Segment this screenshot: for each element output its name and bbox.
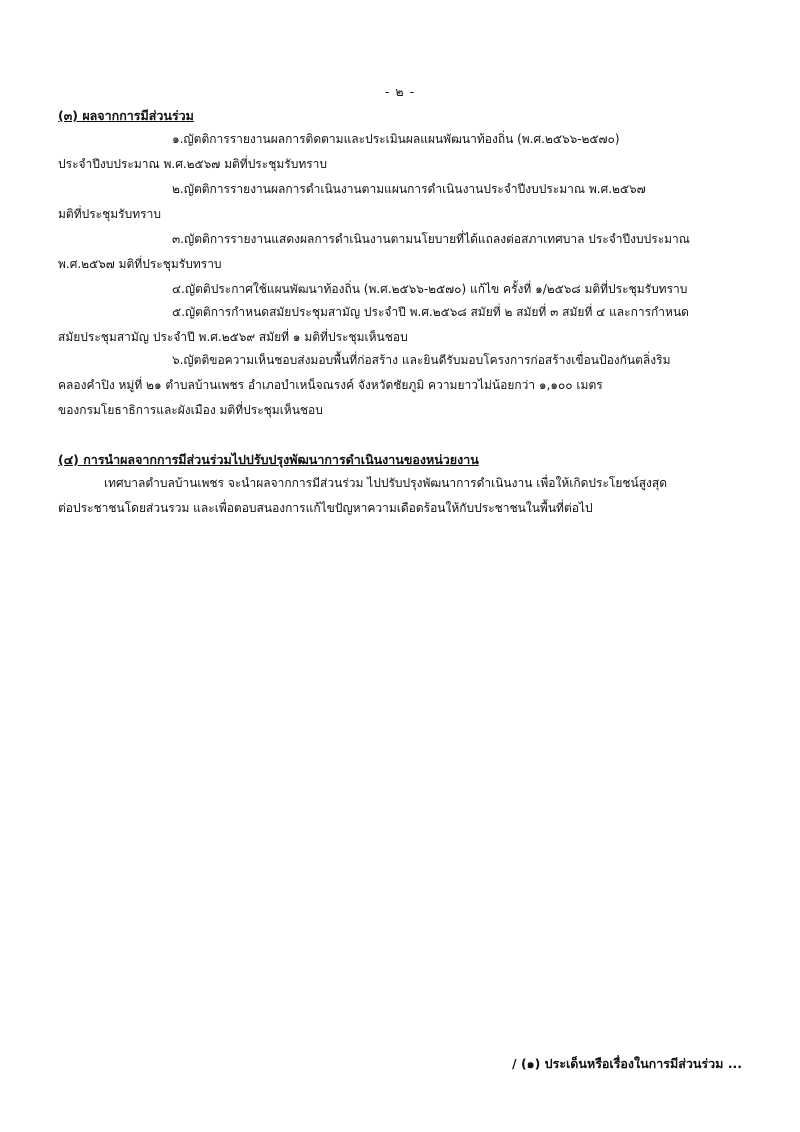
section-4-heading: (๔) การนำผลจากการมีส่วนร่วมไปปรับปรุงพัฒนาการดำเนินงานของหน่วยงาน xyxy=(58,452,479,467)
section-3-line: มติที่ประชุมรับทราบ xyxy=(58,207,161,221)
section-3-line: พ.ศ.๒๕๖๗ มติที่ประชุมรับทราบ xyxy=(58,257,222,271)
section-3-line: ๓.ญัตติการรายงานแสดงผลการดำเนินงานตามนโยบายที่ได้แถลงต่อสภาเทศบาล ประจำปีงบประมาณ xyxy=(172,232,690,246)
section-3-line: ๒.ญัตติการรายงานผลการดำเนินงานตามแผนการดำเนินงานประจำปีงบประมาณ พ.ศ.๒๕๖๗ xyxy=(172,182,646,196)
section-3-line: ๖.ญัตติขอความเห็นชอบส่งมอบพื้นที่ก่อสร้าง และยินดีรับมอบโครงการก่อสร้างเขื่อนป้องกันตลิ่งริม xyxy=(172,353,671,367)
section-4-line: เทศบาลตำบลบ้านเพชร จะนำผลจากการมีส่วนร่วม ไปปรับปรุงพัฒนาการดำเนินงาน เพื่อให้เกิดประโยชน์สูงสุด xyxy=(104,476,668,490)
section-3-line: ๔.ญัตติประกาศใช้แผนพัฒนาท้องถิ่น (พ.ศ.๒๕๖๖-๒๕๗๐) แก้ไข ครั้งที่ ๑/๒๕๖๘ มติที่ประชุมรับทราบ xyxy=(172,282,688,296)
section-3-line: ประจำปีงบประมาณ พ.ศ.๒๕๖๗ มติที่ประชุมรับทราบ xyxy=(58,157,328,171)
section-4-line: ต่อประชาชนโดยส่วนรวม และเพื่อตอบสนองการแก้ไขปัญหาความเดือดร้อนให้กับประชาชนในพื้นที่ต่อไป xyxy=(58,501,593,515)
section-3-heading: (๓) ผลจากการมีส่วนร่วม xyxy=(58,108,194,123)
section-3-line: สมัยประชุมสามัญ ประจำปี พ.ศ.๒๕๖๙ สมัยที่ ๑ มติที่ประชุมเห็นชอบ xyxy=(58,330,408,344)
section-3-line: ๑.ญัตติการรายงานผลการติดตามและประเมินผลแผนพัฒนาท้องถิ่น (พ.ศ.๒๕๖๖-๒๕๗๐) xyxy=(172,132,620,146)
continuation-footer: / (๑) ประเด็นหรือเรื่องในการมีส่วนร่วม ... xyxy=(512,1056,742,1071)
section-3-line: ของกรมโยธาธิการและผังเมือง มติที่ประชุมเห็นชอบ xyxy=(58,403,323,417)
section-3-line: ๕.ญัตติการกำหนดสมัยประชุมสามัญ ประจำปี พ.ศ.๒๕๖๘ สมัยที่ ๒ สมัยที่ ๓ สมัยที่ ๔ และการกำหนด xyxy=(172,305,689,319)
section-3-line: คลองคำปิง หมู่ที่ ๒๑ ตำบลบ้านเพชร อำเภอบำเหน็จณรงค์ จังหวัดชัยภูมิ ความยาวไม่น้อยกว่า ๑,๑๐๐ เมตร xyxy=(58,378,603,392)
page-number: - ๒ - xyxy=(384,84,416,99)
